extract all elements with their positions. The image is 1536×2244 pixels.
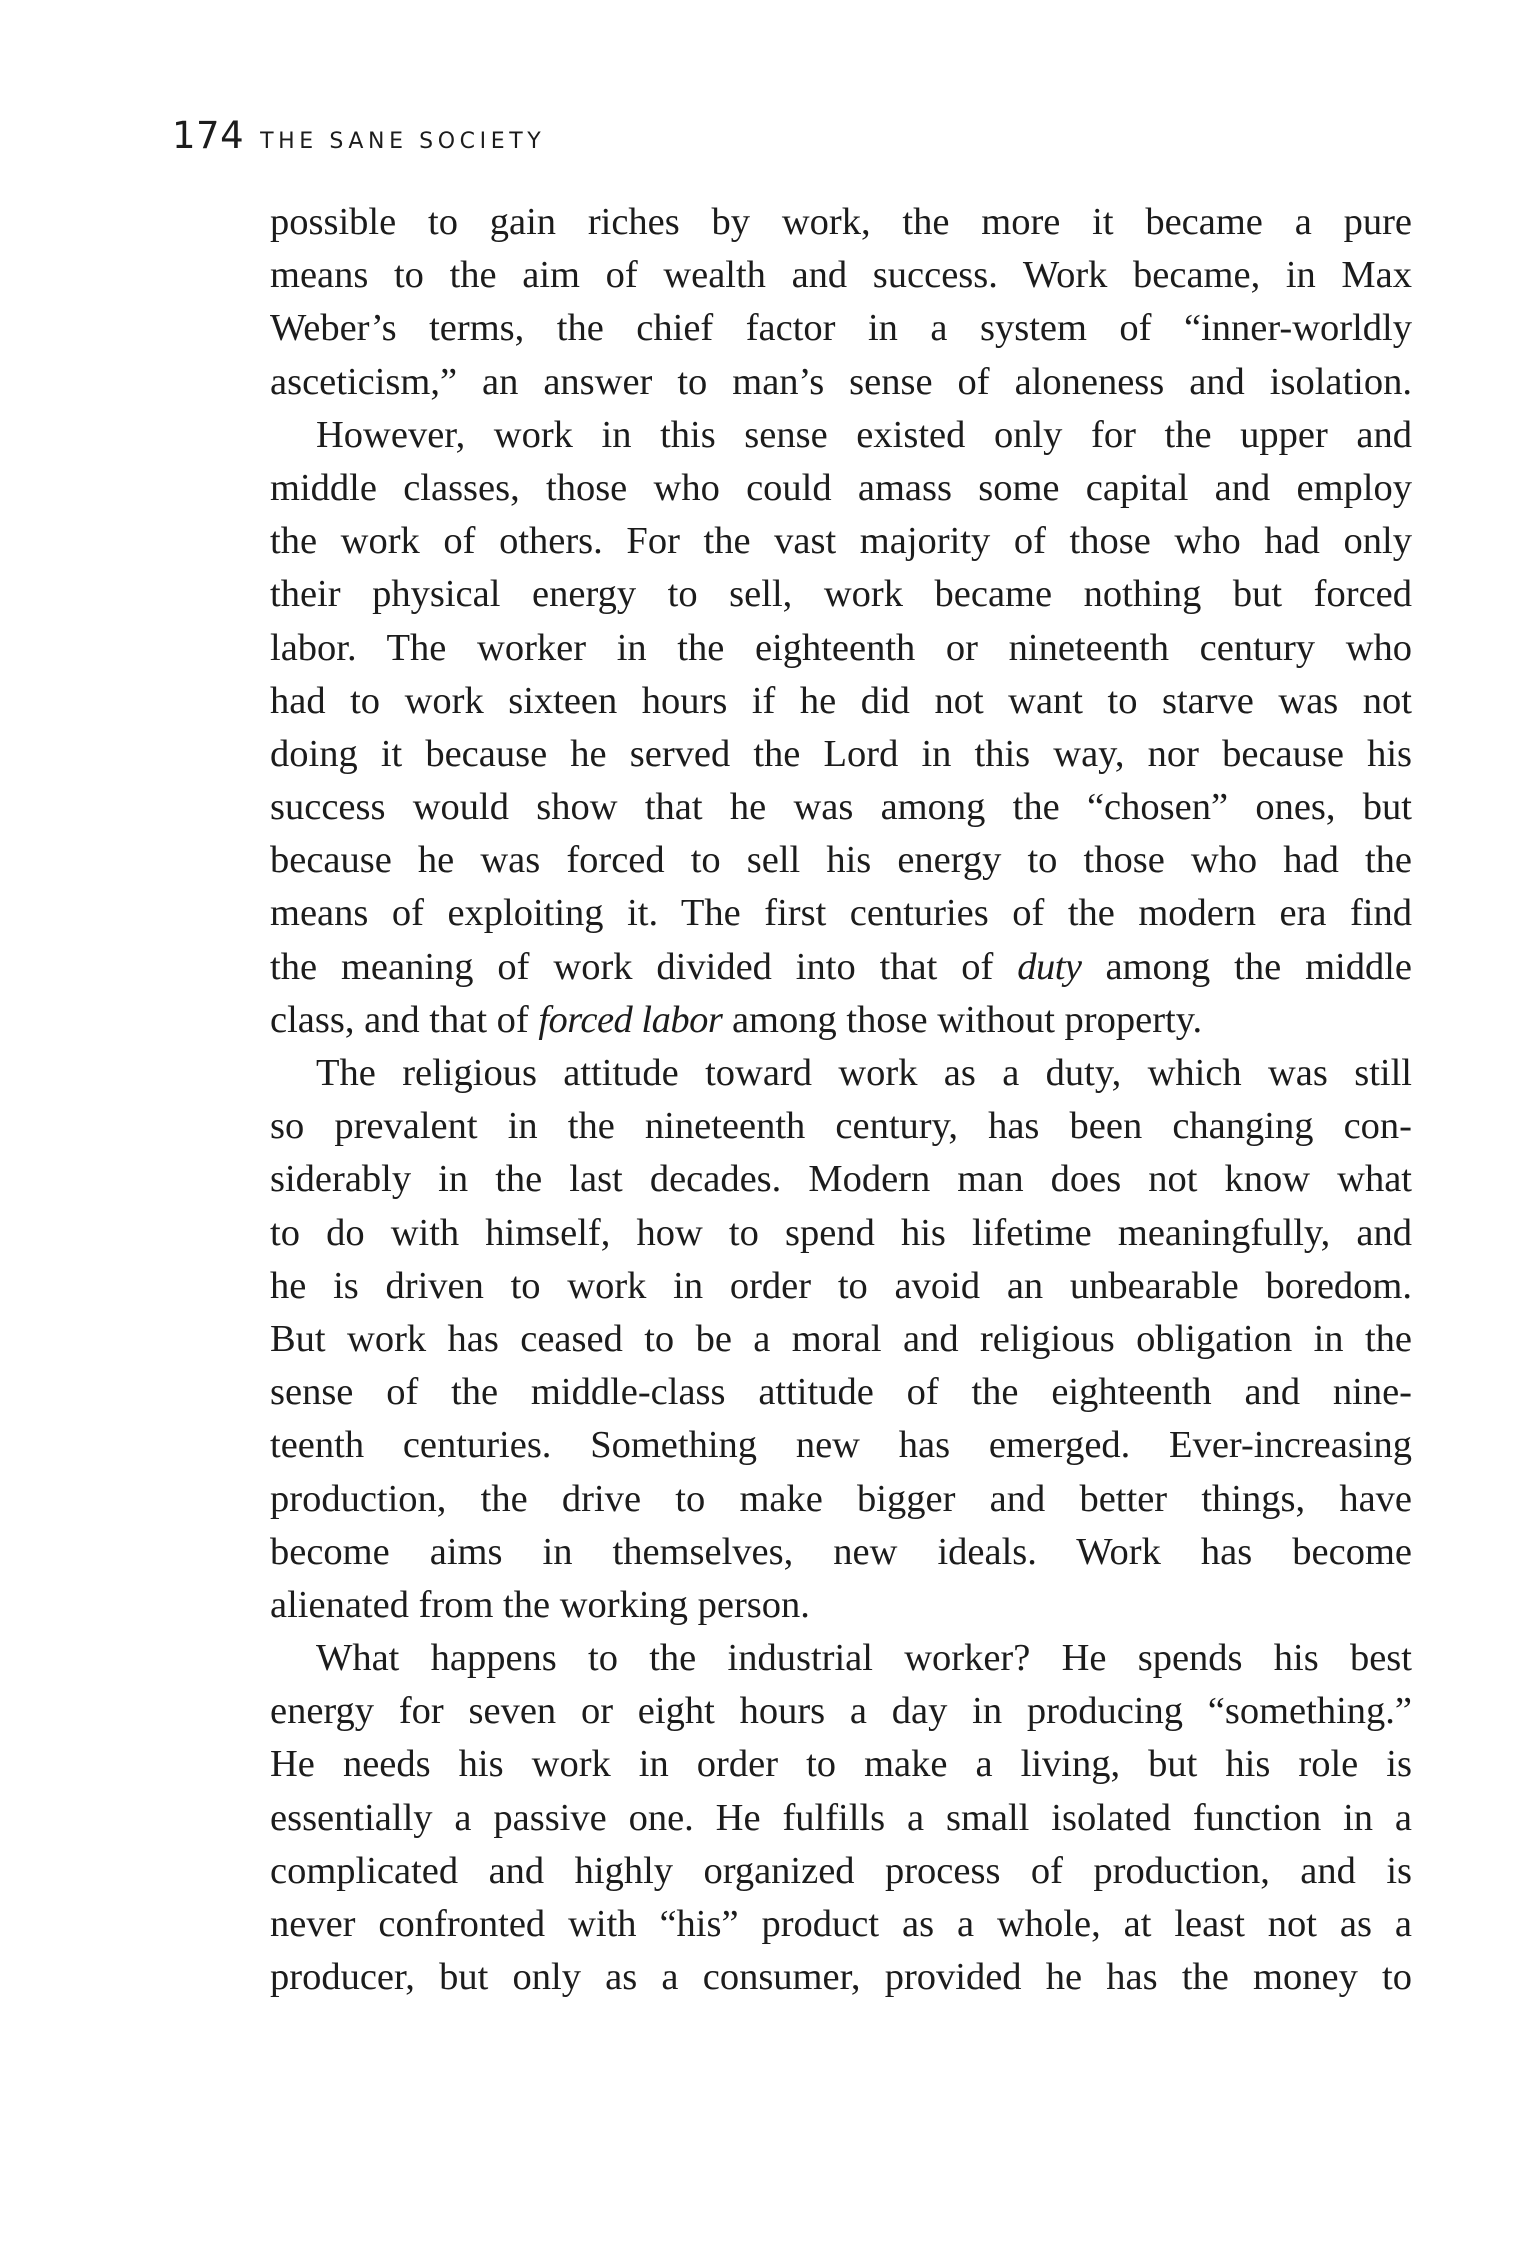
- text-line: the work of others. For the vast majority of those who had only: [270, 520, 1412, 563]
- text-line: means to the aim of wealth and success. Work became, in Max: [270, 254, 1412, 297]
- text-line: producer, but only as a consumer, provided he has the money to: [270, 1956, 1412, 1999]
- text-line: to do with himself, how to spend his lifetime meaningfully, and: [270, 1211, 1412, 1254]
- text-line: because he was forced to sell his energy to those who had the: [270, 839, 1412, 882]
- text-line: alienated from the working person.: [270, 1583, 810, 1626]
- book-title: THE SANE SOCIETY: [260, 129, 546, 154]
- text-line: What happens to the industrial worker? He spends his best: [316, 1637, 1412, 1680]
- paragraph-2: [270, 409, 1412, 1047]
- paragraph-1: [270, 196, 1412, 409]
- text-line: asceticism,” an answer to man’s sense of aloneness and isolation.: [270, 360, 1412, 403]
- text-line: But work has ceased to be a moral and religious obligation in the: [270, 1317, 1412, 1360]
- text-line: success would show that he was among the “chosen” ones, but: [270, 786, 1412, 829]
- text-line: However, work in this sense existed only for the upper and: [316, 413, 1412, 456]
- text-line: essentially a passive one. He fulfills a small isolated function in a: [270, 1796, 1412, 1839]
- body-text: [270, 196, 1412, 2004]
- text-line-with-emphasis: [270, 941, 1412, 994]
- page-number: 174: [172, 114, 245, 157]
- text-segment: among the middle: [1081, 945, 1412, 988]
- paragraph-4: [270, 1632, 1412, 2004]
- text-line: Weber’s terms, the chief factor in a system of “inner-worldly: [270, 307, 1412, 350]
- text-line: production, the drive to make bigger and better things, have: [270, 1477, 1412, 1520]
- text-line: labor. The worker in the eighteenth or nineteenth century who: [270, 626, 1412, 669]
- text-segment: among those without property.: [722, 998, 1203, 1041]
- text-line: teenth centuries. Something new has emerged. Ever-increasing: [270, 1424, 1412, 1467]
- emphasis-duty: duty: [1017, 945, 1082, 988]
- text-segment: class, and that of: [270, 998, 539, 1041]
- text-line: possible to gain riches by work, the more it became a pure: [270, 201, 1412, 243]
- text-line: had to work sixteen hours if he did not want to starve was not: [270, 679, 1412, 722]
- text-line: so prevalent in the nineteenth century, has been changing con-: [270, 1105, 1412, 1148]
- text-line: energy for seven or eight hours a day in producing “something.”: [270, 1690, 1412, 1733]
- text-line: never confronted with “his” product as a whole, at least not as a: [270, 1903, 1412, 1945]
- text-segment: the meaning of work divided into that of: [270, 945, 1018, 988]
- text-line: He needs his work in order to make a living, but his role is: [270, 1743, 1412, 1786]
- text-line: doing it because he served the Lord in this way, nor because his: [270, 732, 1412, 775]
- text-line: middle classes, those who could amass some capital and employ: [270, 466, 1412, 509]
- paragraph-3: [270, 1047, 1412, 1632]
- text-line: their physical energy to sell, work became nothing but forced: [270, 573, 1412, 616]
- running-head: [172, 114, 545, 164]
- text-line: become aims in themselves, new ideals. Work has become: [270, 1530, 1412, 1573]
- text-line: siderably in the last decades. Modern man does not know what: [270, 1158, 1412, 1201]
- text-line-with-emphasis: [270, 994, 1412, 1047]
- text-line: means of exploiting it. The first centuries of the modern era find: [270, 892, 1412, 935]
- text-line: complicated and highly organized process of production, and is: [270, 1849, 1412, 1892]
- emphasis-forced-labor: forced labor: [538, 998, 723, 1041]
- text-line: The religious attitude toward work as a duty, which was still: [316, 1052, 1412, 1094]
- text-line: sense of the middle-class attitude of the eighteenth and nine-: [270, 1371, 1412, 1414]
- text-line: he is driven to work in order to avoid an unbearable boredom.: [270, 1264, 1412, 1307]
